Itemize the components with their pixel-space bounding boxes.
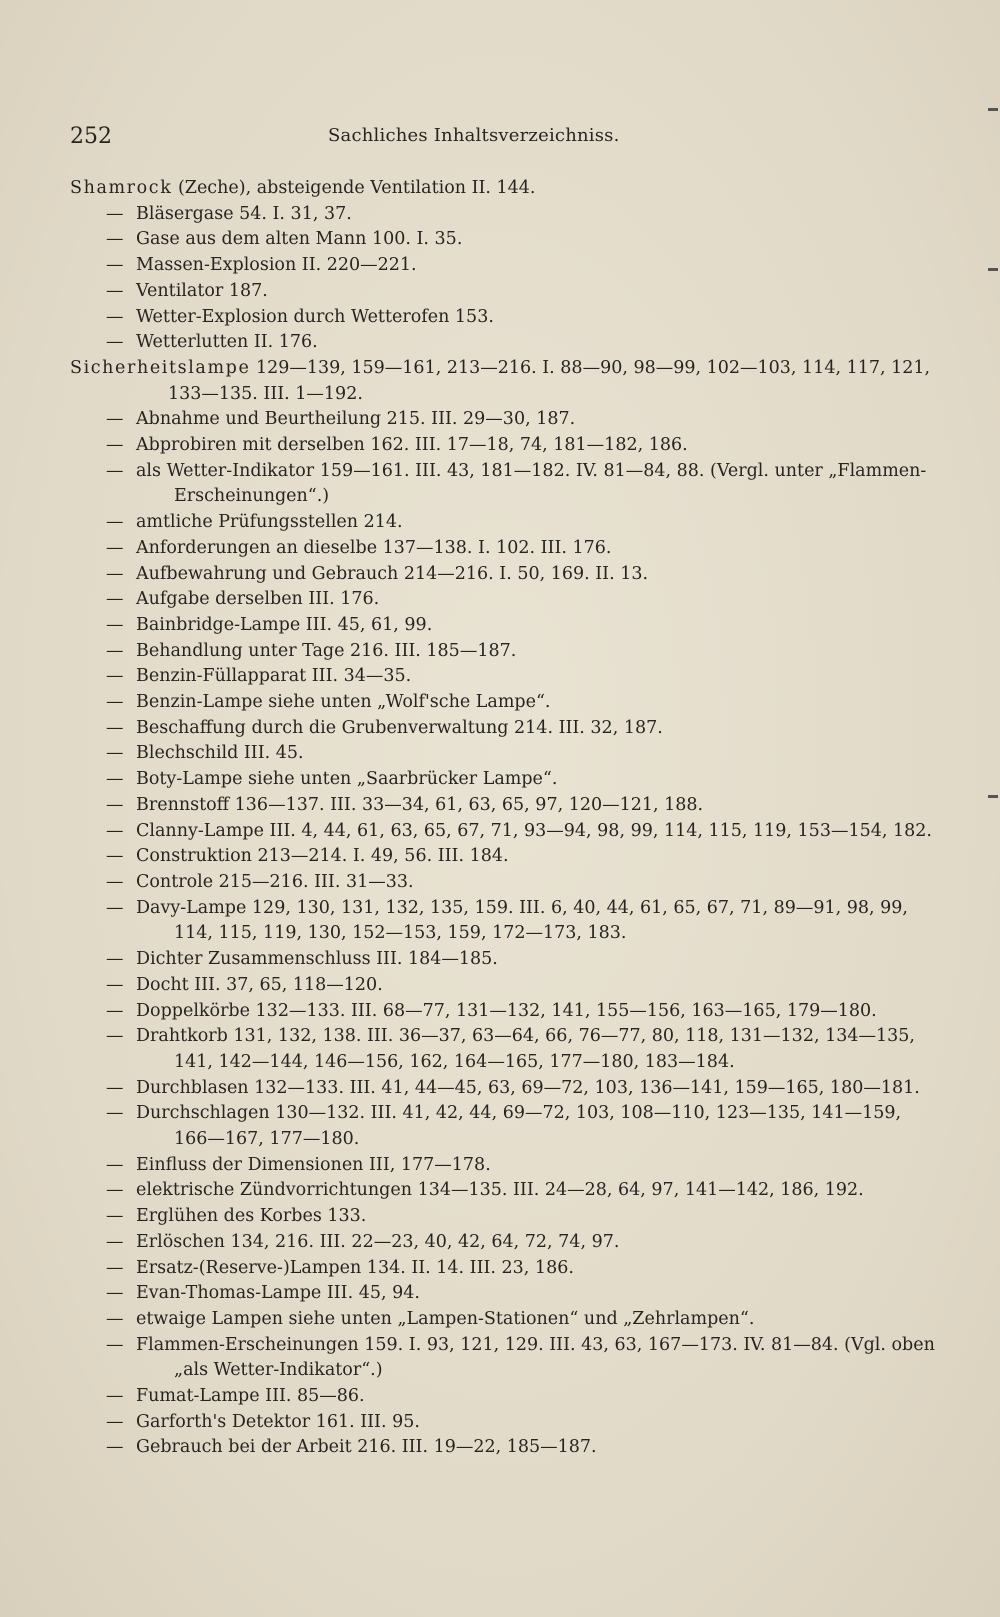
index-entry-sub: [70, 1307, 940, 1333]
dash-mark: —: [106, 820, 124, 841]
dash-mark: —: [106, 280, 124, 301]
index-entry-sub: [70, 639, 940, 665]
dash-mark: —: [106, 743, 124, 764]
index-entry-main: [70, 356, 940, 407]
index-text: Wetterlutten II. 176.: [136, 332, 318, 353]
dash-mark: —: [106, 255, 124, 276]
index-text: Blechschild III. 45.: [136, 743, 304, 764]
dash-mark: —: [106, 666, 124, 687]
index-text: Aufbewahrung und Gebrauch 214—216. I. 50, 169. II. 13.: [136, 563, 649, 584]
index-text: Docht III. 37, 65, 118—120.: [136, 974, 383, 995]
dash-mark: —: [106, 1206, 124, 1227]
page-title: Sachliches Inhaltsverzeichniss.: [328, 125, 620, 146]
index-text: Anforderungen an dieselbe 137—138. I. 102. III. 176.: [136, 537, 612, 558]
index-entry-sub: [70, 1230, 940, 1256]
index-entry-sub: [70, 973, 940, 999]
index-text: Durchschlagen 130—132. III. 41, 42, 44, 69—72, 103, 108—110, 123—135, 141—159, 166—167, 177—180.: [136, 1103, 902, 1150]
index-text: als Wetter-Indikator 159—161. III. 43, 181—182. IV. 81—84, 88. (Vergl. unter „Flammen-Erscheinungen“.): [136, 460, 927, 507]
index-entry-sub: [70, 947, 940, 973]
dash-mark: —: [106, 1077, 124, 1098]
index-entry-sub: [70, 844, 940, 870]
index-entry-sub: [70, 459, 940, 510]
dash-mark: —: [106, 1026, 124, 1047]
index-text: Beschaffung durch die Grubenverwaltung 214. III. 32, 187.: [136, 717, 663, 738]
index-text: Benzin-Lampe siehe unten „Wolf'sche Lampe“.: [136, 692, 551, 713]
index-entry-sub: [70, 305, 940, 331]
index-entry-sub: [70, 202, 940, 228]
dash-mark: —: [106, 717, 124, 738]
index-entry-sub: [70, 870, 940, 896]
dash-mark: —: [106, 1437, 124, 1458]
index-entry-sub: [70, 896, 940, 947]
dash-mark: —: [106, 1411, 124, 1432]
index-text: Controle 215—216. III. 31—33.: [136, 871, 414, 892]
dash-mark: —: [106, 692, 124, 713]
index-text: Bainbridge-Lampe III. 45, 61, 99.: [136, 614, 433, 635]
index-text: (Zeche), absteigende Ventilation II. 144.: [172, 178, 536, 198]
page-number: 252: [70, 124, 112, 149]
dash-mark: —: [106, 1308, 124, 1329]
index-text: elektrische Zündvorrichtungen 134—135. III. 24—28, 64, 97, 141—142, 186, 192.: [136, 1180, 864, 1201]
index-text: Garforth's Detektor 161. III. 95.: [136, 1411, 420, 1432]
dash-mark: —: [106, 871, 124, 892]
index-entry-main: [70, 176, 940, 202]
index-text: Fumat-Lampe III. 85—86.: [136, 1386, 365, 1407]
index-entry-sub: [70, 1333, 940, 1384]
index-text: Aufgabe derselben III. 176.: [136, 589, 380, 610]
dash-mark: —: [106, 435, 124, 456]
dash-mark: —: [106, 306, 124, 327]
index-text: Evan-Thomas-Lampe III. 45, 94.: [136, 1283, 420, 1304]
index-entry-sub: [70, 253, 940, 279]
index-entry-sub: [70, 1281, 940, 1307]
index-term: Sicherheitslampe: [70, 357, 251, 378]
index-entry-sub: [70, 1101, 940, 1152]
index-entry-sub: [70, 664, 940, 690]
index-entry-sub: [70, 690, 940, 716]
index-entry-sub: [70, 741, 940, 767]
index-text: 129—139, 159—161, 213—216. I. 88—90, 98—99, 102—103, 114, 117, 121, 133—135. III. 1—192.: [168, 357, 931, 404]
index-entry-sub: [70, 1410, 940, 1436]
index-text: Clanny-Lampe III. 4, 44, 61, 63, 65, 67, 71, 93—94, 98, 99, 114, 115, 119, 153—154, 182.: [136, 820, 932, 841]
edge-mark: [988, 268, 998, 271]
index-text: Drahtkorb 131, 132, 138. III. 36—37, 63—64, 66, 76—77, 80, 118, 131—132, 134—135, 141, 142—144, 146—156, 162, 164—165, 177—180, 183—184.: [136, 1026, 915, 1072]
dash-mark: —: [106, 332, 124, 353]
index-entry-sub: [70, 536, 940, 562]
index-text: amtliche Prüfungsstellen 214.: [136, 512, 403, 533]
index-entry-sub: [70, 1076, 940, 1102]
index-entry-sub: [70, 767, 940, 793]
dash-mark: —: [106, 1283, 124, 1304]
dash-mark: —: [106, 589, 124, 610]
dash-mark: —: [106, 794, 124, 815]
index-text: Gase aus dem alten Mann 100. I. 35.: [136, 229, 463, 250]
index-text: Benzin-Füllapparat III. 34—35.: [136, 666, 412, 687]
index-text: Gebrauch bei der Arbeit 216. III. 19—22, 185—187.: [136, 1437, 597, 1458]
dash-mark: —: [106, 769, 124, 790]
index-text: Dichter Zusammenschluss III. 184—185.: [136, 949, 498, 970]
dash-mark: —: [106, 460, 124, 481]
index-entry-sub: [70, 1384, 940, 1410]
index-text: Wetter-Explosion durch Wetterofen 153.: [136, 306, 494, 327]
index-text: Abnahme und Beurtheilung 215. III. 29—30, 187.: [136, 409, 576, 430]
dash-mark: —: [106, 949, 124, 970]
dash-mark: —: [106, 1000, 124, 1021]
index-entry-sub: [70, 1435, 940, 1461]
index-entry-sub: [70, 433, 940, 459]
index-entry-sub: [70, 227, 940, 253]
index-entries: [70, 176, 940, 1461]
index-term: Shamrock: [70, 178, 173, 198]
index-entry-sub: [70, 1204, 940, 1230]
index-text: Davy-Lampe 129, 130, 131, 132, 135, 159. III. 6, 40, 44, 61, 65, 67, 71, 89—91, 98, 99, 114, 115, 119, 130, 152—153, 159, 172—173, 183.: [136, 897, 908, 944]
dash-mark: —: [106, 1103, 124, 1124]
index-text: Brennstoff 136—137. III. 33—34, 61, 63, 65, 97, 120—121, 188.: [136, 794, 704, 815]
dash-mark: —: [106, 229, 124, 250]
index-text: Flammen-Erscheinungen 159. I. 93, 121, 129. III. 43, 63, 167—173. IV. 81—84. (Vgl. oben „als Wetter-Indikator“.): [136, 1334, 935, 1381]
index-entry-sub: [70, 793, 940, 819]
index-entry-sub: [70, 819, 940, 845]
dash-mark: —: [106, 1154, 124, 1175]
index-text: Einfluss der Dimensionen III, 177—178.: [136, 1154, 491, 1175]
index-text: Ersatz-(Reserve-)Lampen 134. II. 14. III. 23, 186.: [136, 1257, 574, 1278]
dash-mark: —: [106, 640, 124, 661]
index-entry-sub: [70, 1024, 940, 1075]
running-head: [70, 124, 930, 160]
index-entry-sub: [70, 279, 940, 305]
index-text: Behandlung unter Tage 216. III. 185—187.: [136, 640, 517, 661]
index-entry-sub: [70, 716, 940, 742]
index-text: Erglühen des Korbes 133.: [136, 1206, 367, 1227]
index-entry-sub: [70, 587, 940, 613]
dash-mark: —: [106, 846, 124, 867]
index-text: Doppelkörbe 132—133. III. 68—77, 131—132, 141, 155—156, 163—165, 179—180.: [136, 1000, 877, 1021]
index-entry-sub: [70, 510, 940, 536]
dash-mark: —: [106, 409, 124, 430]
dash-mark: —: [106, 537, 124, 558]
index-entry-sub: [70, 1256, 940, 1282]
dash-mark: —: [106, 203, 124, 224]
index-entry-sub: [70, 999, 940, 1025]
dash-mark: —: [106, 974, 124, 995]
index-text: Construktion 213—214. I. 49, 56. III. 184.: [136, 846, 509, 867]
index-text: Massen-Explosion II. 220—221.: [136, 255, 417, 276]
index-entry-sub: [70, 1153, 940, 1179]
dash-mark: —: [106, 1334, 124, 1355]
index-entry-sub: [70, 562, 940, 588]
index-entry-sub: [70, 330, 940, 356]
index-entry-sub: [70, 613, 940, 639]
index-entry-sub: [70, 1178, 940, 1204]
edge-mark: [988, 795, 998, 798]
edge-mark: [988, 108, 998, 111]
dash-mark: —: [106, 512, 124, 533]
index-text: Erlöschen 134, 216. III. 22—23, 40, 42, 64, 72, 74, 97.: [136, 1231, 620, 1252]
index-text: Bläsergase 54. I. 31, 37.: [136, 203, 352, 224]
index-text: Abprobiren mit derselben 162. III. 17—18, 74, 181—182, 186.: [136, 435, 688, 456]
index-entry-sub: [70, 407, 940, 433]
dash-mark: —: [106, 1231, 124, 1252]
index-text: etwaige Lampen siehe unten „Lampen-Stationen“ und „Zehrlampen“.: [136, 1308, 755, 1329]
index-text: Durchblasen 132—133. III. 41, 44—45, 63, 69—72, 103, 136—141, 159—165, 180—181.: [136, 1077, 920, 1098]
dash-mark: —: [106, 1257, 124, 1278]
dash-mark: —: [106, 1180, 124, 1201]
dash-mark: —: [106, 1386, 124, 1407]
dash-mark: —: [106, 897, 124, 918]
index-text: Ventilator 187.: [136, 280, 268, 301]
dash-mark: —: [106, 563, 124, 584]
dash-mark: —: [106, 614, 124, 635]
index-text: Boty-Lampe siehe unten „Saarbrücker Lampe“.: [136, 769, 558, 790]
